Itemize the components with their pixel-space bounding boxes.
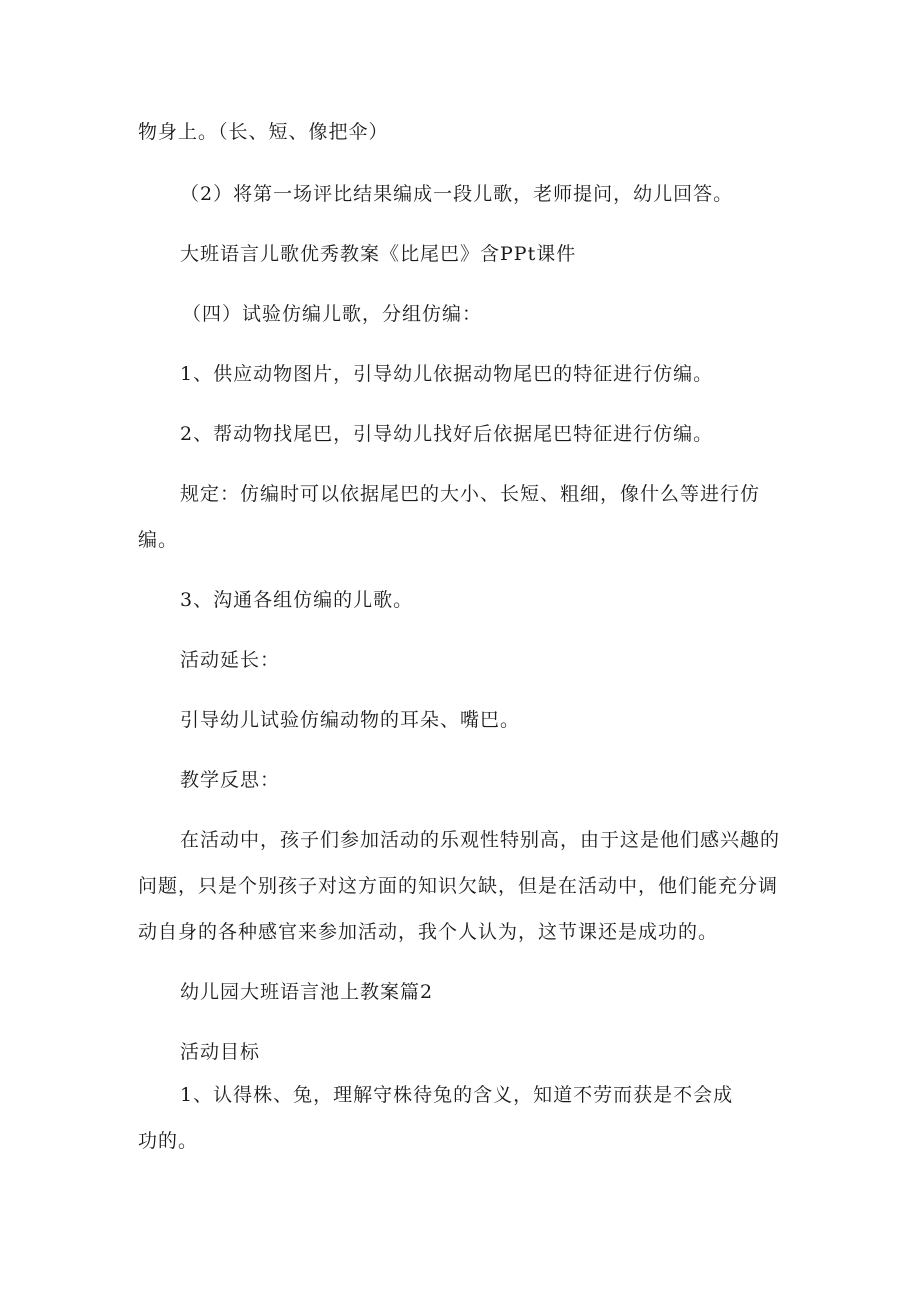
section-heading: 活动延长： — [180, 649, 281, 671]
paragraph-line: 编。 — [138, 529, 179, 551]
list-item: 2、帮动物找尾巴，引导幼儿找好后依据尾巴特征进行仿编。 — [180, 423, 714, 445]
paragraph-line: 物身上。（长、短、像把伞） — [138, 121, 389, 143]
list-item: 3、沟通各组仿编的儿歌。 — [180, 589, 414, 611]
paragraph-line: 引导幼儿试验仿编动物的耳朵、嘴巴。 — [180, 709, 521, 731]
paragraph-line: 问题，只是个别孩子对这方面的知识欠缺，但是在活动中，他们能充分调 — [138, 875, 779, 897]
list-item: 1、认得株、兔，理解守株待兔的含义，知道不劳而获是不会成 — [180, 1084, 734, 1106]
section-heading: （四）试验仿编儿歌，分组仿编： — [182, 303, 483, 325]
paragraph-line: 在活动中，孩子们参加活动的乐观性特别高，由于这是他们感兴趣的 — [180, 829, 781, 851]
paragraph-line: 动自身的各种感官来参加活动，我个人认为，这节课还是成功的。 — [138, 921, 719, 943]
paragraph-line: 功的。 — [138, 1130, 199, 1152]
paragraph-line: 规定：仿编时可以依据尾巴的大小、长短、粗细，像什么等进行仿 — [180, 483, 761, 505]
list-item: 1、供应动物图片，引导幼儿依据动物尾巴的特征进行仿编。 — [180, 363, 714, 385]
section-heading: 活动目标 — [180, 1041, 261, 1063]
paragraph-line: （2）将第一场评比结果编成一段儿歌，老师提问，幼儿回答。 — [180, 183, 734, 205]
section-title: 幼儿园大班语言池上教案篇2 — [180, 981, 434, 1003]
paragraph-line: 大班语言儿歌优秀教案《比尾巴》含PPt课件 — [180, 243, 577, 265]
section-heading: 教学反思： — [180, 769, 281, 791]
